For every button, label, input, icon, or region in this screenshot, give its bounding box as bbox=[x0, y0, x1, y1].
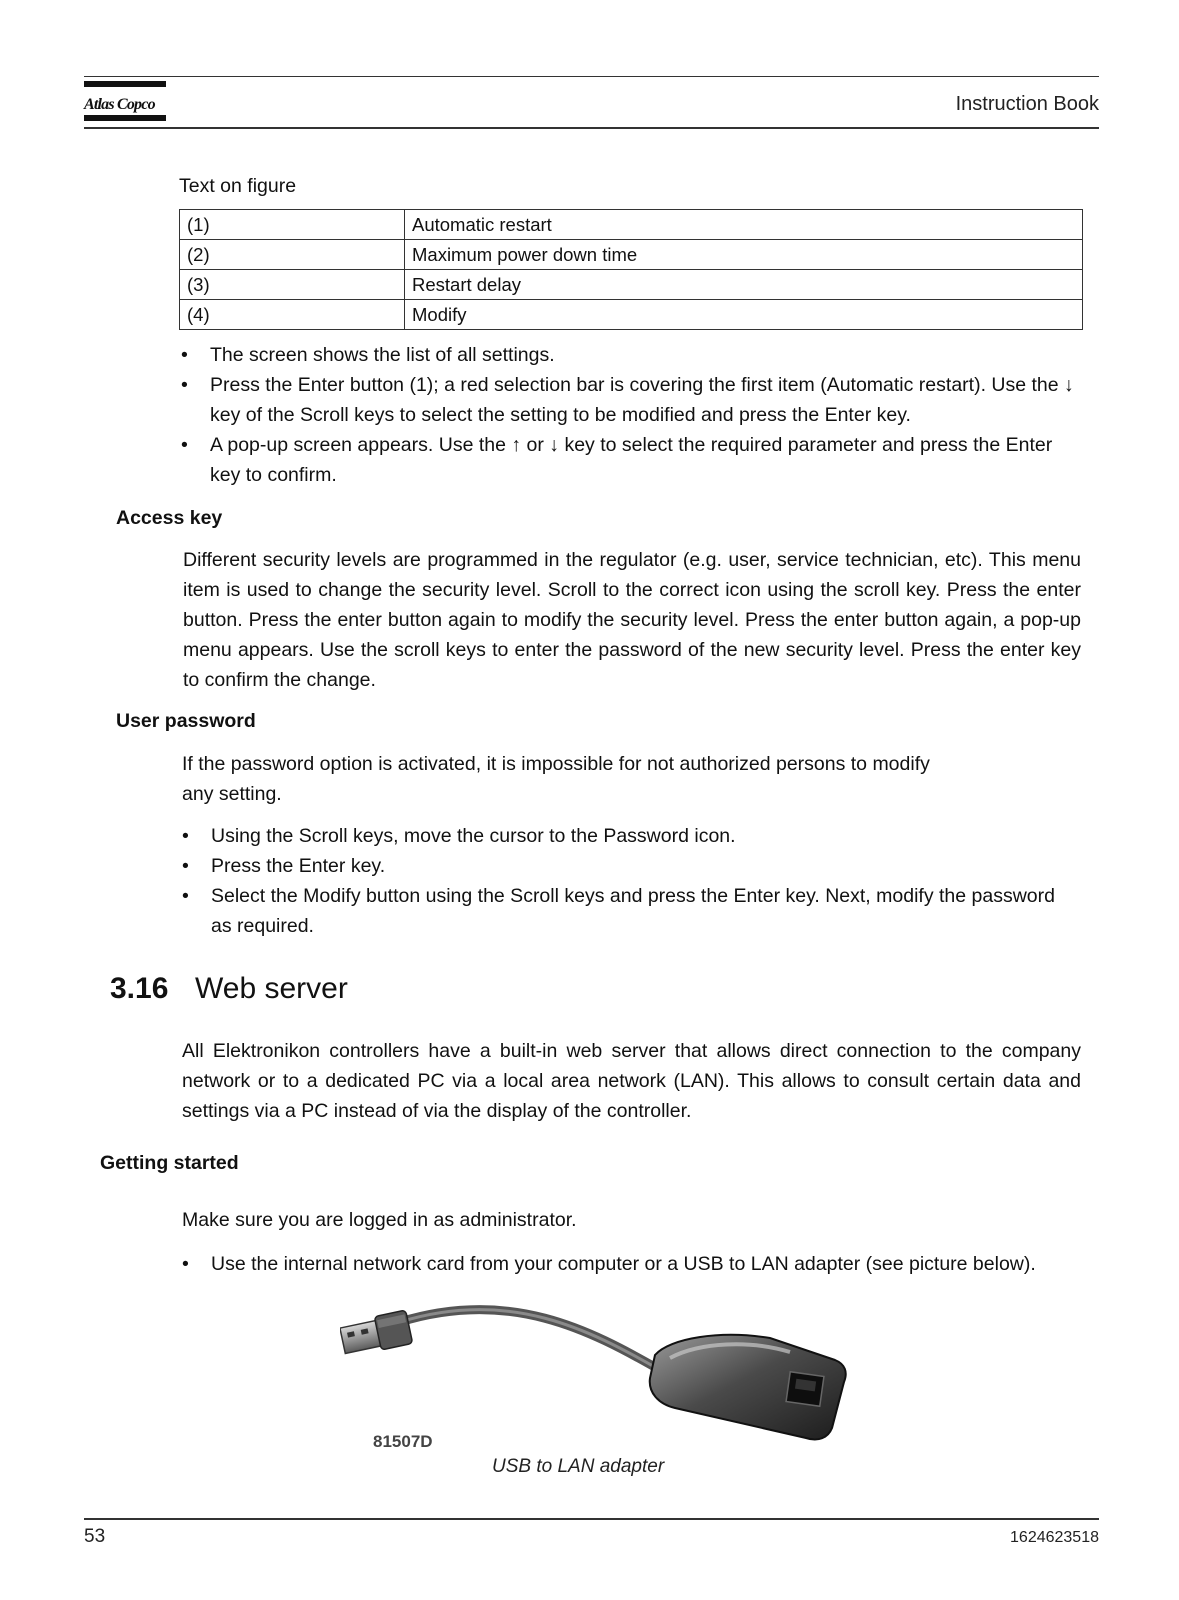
table-row bbox=[180, 210, 1083, 240]
footer-rule bbox=[84, 1518, 1099, 1520]
table-cell-label: Automatic restart bbox=[405, 210, 1083, 240]
page-number: 53 bbox=[84, 1526, 106, 1547]
table-cell-number: (1) bbox=[180, 210, 405, 240]
access-key-body: Different security levels are programmed in the regulator (e.g. user, service technician, etc). This menu item is used to change the security level. Scroll to the correct icon using the scroll key. Press the enter button. Press the enter button again to modify the security level. Press the enter button again, a pop-up menu appears. Use the scroll keys to enter the password of the new security level. Press the enter key to confirm the change. bbox=[183, 549, 1081, 691]
usb-lan-adapter-image bbox=[340, 1300, 860, 1450]
list-item-text: Press the Enter button (1); a red selection bar is covering the first item (Automatic restart). Use the ↓ key of the Scroll keys to select the setting to be modified and press the Enter key. bbox=[210, 374, 1074, 426]
table-row bbox=[180, 240, 1083, 270]
table-row bbox=[180, 300, 1083, 330]
list-item: • A pop-up screen appears. Use the ↑ or ↓ key to select the required parameter and press the Enter key to confirm. bbox=[181, 434, 1053, 486]
table-cell-number: (3) bbox=[180, 270, 405, 300]
user-password-body-line1: If the password option is activated, it is impossible for not authorized persons to modify bbox=[182, 753, 930, 775]
table-cell-label: Restart delay bbox=[405, 270, 1083, 300]
table-cell-number: (2) bbox=[180, 240, 405, 270]
list-item-text: Use the internal network card from your computer or a USB to LAN adapter (see picture below). bbox=[211, 1253, 1036, 1275]
list-item: • Select the Modify button using the Scroll keys and press the Enter key. Next, modify the password as required. bbox=[182, 885, 1055, 937]
table-cell-label: Modify bbox=[405, 300, 1083, 330]
logo-bar-bottom bbox=[84, 115, 166, 121]
figure-text-heading: Text on figure bbox=[179, 175, 297, 197]
document-title: Instruction Book bbox=[955, 93, 1099, 115]
logo-bar-top bbox=[84, 81, 166, 87]
list-item: • The screen shows the list of all settings. bbox=[181, 344, 555, 366]
list-item-text: Using the Scroll keys, move the cursor to the Password icon. bbox=[211, 825, 736, 847]
getting-started-steps bbox=[182, 1249, 1062, 1279]
atlas-copco-logo: Atlas Copco bbox=[84, 96, 155, 113]
getting-started-heading: Getting started bbox=[100, 1152, 239, 1174]
list-item-text: A pop-up screen appears. Use the ↑ or ↓ key to select the required parameter and press the Enter key to confirm. bbox=[210, 434, 1053, 486]
access-key-heading: Access key bbox=[116, 507, 223, 529]
table-row bbox=[180, 270, 1083, 300]
figure-text-table bbox=[179, 209, 1083, 330]
figure-code: 81507D bbox=[373, 1432, 433, 1451]
user-password-heading: User password bbox=[116, 710, 256, 732]
list-item: • Press the Enter key. bbox=[182, 855, 386, 877]
figure-caption: USB to LAN adapter bbox=[492, 1456, 665, 1477]
list-item: • Use the internal network card from your computer or a USB to LAN adapter (see picture below). bbox=[182, 1253, 1036, 1275]
header-rule-top bbox=[84, 76, 1099, 77]
list-item: • Press the Enter button (1); a red selection bar is covering the first item (Automatic restart). Use the ↓ key of the Scroll keys to select the setting to be modified and press the Enter key. bbox=[181, 374, 1074, 426]
user-password-steps bbox=[182, 821, 1062, 941]
list-item-text: Select the Modify button using the Scroll keys and press the Enter key. Next, modify the password as required. bbox=[211, 885, 1055, 937]
header-rule-bottom bbox=[84, 127, 1099, 129]
user-password-body-line2: any setting. bbox=[182, 783, 282, 805]
steps-list bbox=[181, 340, 1085, 490]
list-item-text: The screen shows the list of all settings. bbox=[210, 344, 555, 366]
table-cell-label: Maximum power down time bbox=[405, 240, 1083, 270]
table-cell-number: (4) bbox=[180, 300, 405, 330]
section-title: Web server bbox=[195, 972, 348, 1005]
document-number: 1624623518 bbox=[1010, 1529, 1099, 1546]
list-item-text: Press the Enter key. bbox=[211, 855, 386, 877]
list-item: • Using the Scroll keys, move the cursor to the Password icon. bbox=[182, 825, 736, 847]
web-server-intro: All Elektronikon controllers have a built-in web server that allows direct connection to the company network or to a dedicated PC via a local area network (LAN). This allows to consult certain data and settings via a PC instead of via the display of the controller. bbox=[182, 1040, 1081, 1122]
section-number: 3.16 bbox=[110, 972, 169, 1005]
getting-started-body: Make sure you are logged in as administrator. bbox=[182, 1209, 577, 1231]
